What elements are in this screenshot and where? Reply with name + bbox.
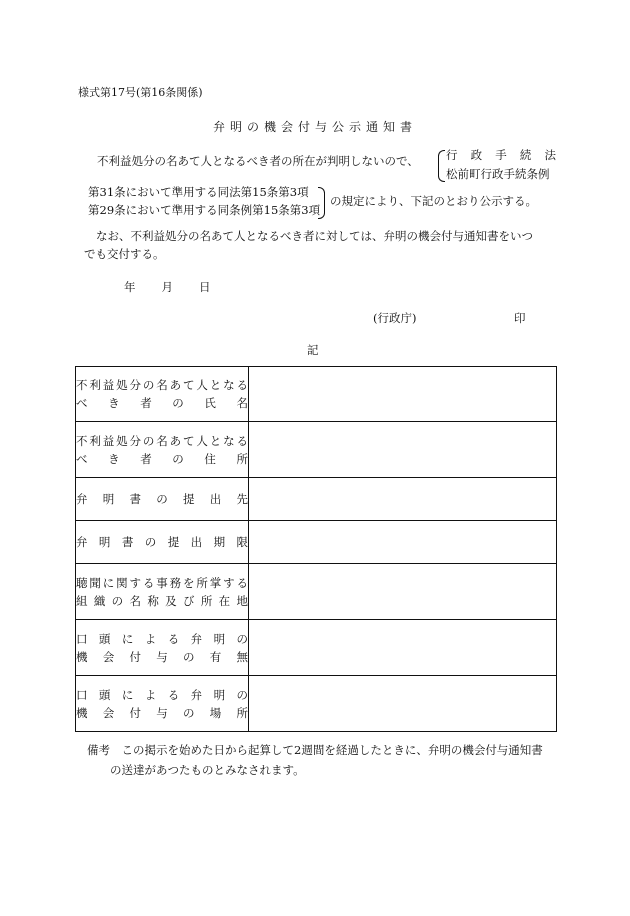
law-name-b: 松前町行政手続条例	[446, 167, 550, 181]
row-label: 口頭による弁明の 機会付与の場所	[76, 676, 249, 732]
table-row	[76, 367, 557, 422]
row-value[interactable]	[249, 478, 557, 521]
row-label: 不利益処分の名あて人となる べき者の住所	[76, 422, 249, 478]
document-title: 弁明の機会付与公示通知書	[212, 120, 417, 134]
note-line1: 備考 この掲示を始めた日から起算して2週間を経過したときに、弁明の機会付与通知書	[87, 743, 543, 757]
notice-table	[75, 366, 557, 732]
paragraph1-tail: の規定により、下記のとおり公示する。	[330, 194, 537, 208]
ki-heading: 記	[307, 343, 319, 357]
row-label: 聴聞に関する事務を所掌する 組織の名称及び所在地	[76, 564, 249, 620]
row-value[interactable]	[249, 367, 557, 422]
table-row	[76, 521, 557, 564]
row-value[interactable]	[249, 676, 557, 732]
article-b: 第29条において準用する同条例第15条第3項	[88, 203, 321, 217]
row-label: 口頭による弁明の 機会付与の有無	[76, 620, 249, 676]
paragraph1-lead: 不利益処分の名あて人となるべき者の所在が判明しないので、	[97, 154, 419, 168]
table-row	[76, 564, 557, 620]
row-value[interactable]	[249, 620, 557, 676]
table-row	[76, 422, 557, 478]
date-month: 月	[161, 280, 173, 294]
row-label: 弁明書の提出先	[76, 478, 249, 521]
row-value[interactable]	[249, 521, 557, 564]
date-day: 日	[199, 280, 211, 294]
row-label: 不利益処分の名あて人となる べき者の氏名	[76, 367, 249, 422]
table-row	[76, 478, 557, 521]
article-bracket	[318, 187, 325, 219]
table-row	[76, 676, 557, 732]
row-value[interactable]	[249, 564, 557, 620]
form-number: 様式第17号(第16条関係)	[78, 86, 203, 99]
note-line2: の送達があつたものとみなされます。	[110, 763, 305, 777]
row-value[interactable]	[249, 422, 557, 478]
row-label: 弁明書の提出期限	[76, 521, 249, 564]
article-a: 第31条において準用する同法第15条第3項	[88, 185, 309, 199]
paragraph2-line1: なお、不利益処分の名あて人となるべき者に対しては、弁明の機会付与通知書をいつ	[96, 229, 533, 243]
seal-mark: 印	[514, 311, 526, 325]
date-line	[124, 279, 237, 295]
paragraph2-line2: でも交付する。	[84, 247, 165, 261]
date-year: 年	[124, 280, 136, 294]
law-bracket	[438, 150, 445, 182]
table-row	[76, 620, 557, 676]
law-name-a: 行政手続法	[446, 148, 556, 162]
issuing-agency: (行政庁)	[373, 311, 417, 325]
